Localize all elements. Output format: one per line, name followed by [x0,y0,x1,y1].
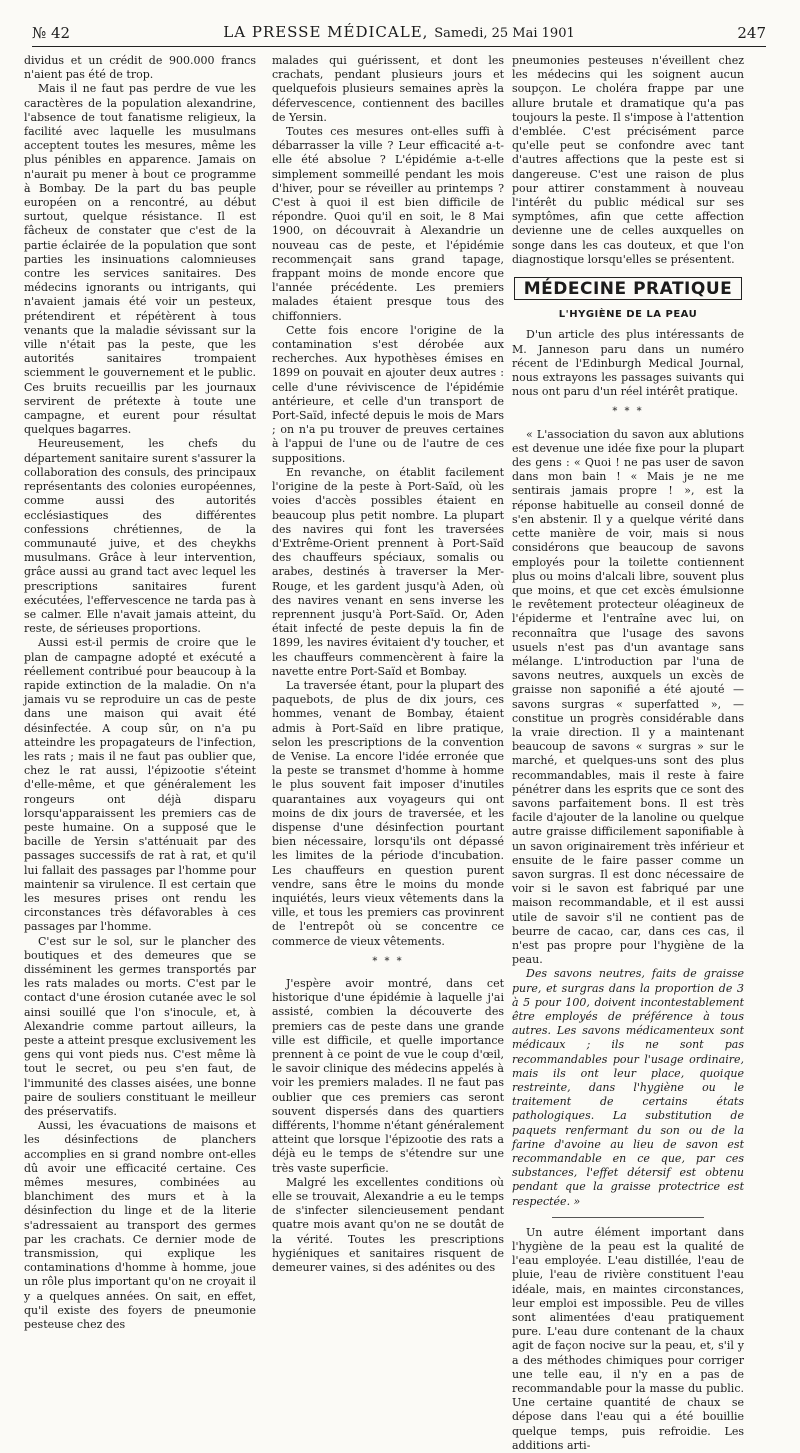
issue-date: Samedi, 25 Mai 1901 [434,26,575,41]
paragraph: Aussi est-il permis de croire que le plan de campagne adopté et exécuté a réellement contribué pour beaucoup à la rapide extinction de la maladie. On n'a jamais vu se reproduire un cas de peste dans une maison qui avait été désinfectée. A coup sûr, on n'a pu atteindre les propagateurs de l'infection, les rats ; mais il ne faut pas oublier que, chez le rat aussi, l'épizootie s'éteint d'elle-même, et que généralement les rongeurs ont déjà disparu lorsqu'apparaissent les premiers cas de peste humaine. On a supposé que le bacille de Yersin s'atténuait par des passages successifs de rat à rat, et qu'il lui fallait des passages par l'homme pour maintenir sa virulence. Il est certain que les mesures prises ont rendu les circonstances très défavorables à ces passages par l'homme. [24,636,256,934]
paragraph: malades qui guérissent, et dont les crachats, pendant plusieurs jours et quelquefois plusieurs semaines après la défervescence, contiennent des bacilles de Yersin. [272,54,504,124]
paragraph: Malgré les excellentes conditions où elle se trouvait, Alexandrie a eu le temps de s'infecter silencieusement pendant quatre mois avant qu'on ne se doutât de la vérité. Toutes les prescriptions hygiéniques et sanitaires risquent de demeurer vaines, si des adénites ou des [272,1175,504,1275]
paragraph: C'est sur le sol, sur le plancher des boutiques et des demeures que se disséminent les germes transportés par les rats malades ou morts. C'est par le contact d'une érosion cutanée avec le sol ainsi souillé que l'on s'inocule, et, à Alexandrie comme partout ailleurs, la peste a atteint presque exclusivement les gens qui vont pieds nus. C'est même là tout le secret, ou peu s'en faut, de l'immunité des classes aisées, une bonne paire de souliers constituant le meilleur des préservatifs. [24,934,256,1119]
section-separator: * * * [372,955,404,967]
journal-name: LA PRESSE MÉDICALE, [223,23,429,41]
column-1 [24,54,256,1332]
column-3 [512,54,744,1452]
paragraph: En revanche, on établit facilement l'origine de la peste à Port-Saïd, où les voies d'accès possibles étaient en beaucoup plus petit nombre. La plupart des navires qui font les traversées d'Extrême-Orient prennent à Port-Saïd des chauffeurs spéciaux, somalis ou arabes, destinés à traverser la Mer-Rouge, et les gardent jusqu'à Aden, où des navires venant en sens inverse les reprennent jusqu'à Port-Saïd. Or, Aden était infecté de peste depuis la fin de 1899, les navires évitaient d'y toucher, et les chauffeurs commencèrent à faire la navette entre Port-Saïd et Bombay. [272,465,504,678]
paragraph: D'un article des plus intéressants de M. Janneson paru dans un numéro récent de l'Edinburgh Medical Journal, nous extrayons les passages suivants qui nous ont paru d'un réel intérêt pratique. [512,328,744,399]
column-2 [272,54,504,1275]
divider [552,1217,704,1218]
paragraph: Un autre élément important dans l'hygiène de la peau est la qualité de l'eau employée. L'eau distillée, l'eau de pluie, l'eau de rivière constituent l'eau idéale, mais, en maintes circonstances, leur emploi est impossible. Peu de villes sont alimentées d'eau pratiquement pure. L'eau dure contenant de la chaux agit de façon nocive sur la peau, et, s'il y a des méthodes chimiques pour corriger une telle eau, il n'y en a pas de recommandable pour la masse du public. Une certaine quantité de chaux se dépose dans l'eau qui a été bouillie quelque temps, puis refroidie. Les additions arti- [512,1225,744,1452]
article-title: L'HYGIÈNE DE LA PEAU [558,309,698,321]
paragraph: Toutes ces mesures ont-elles suffi à débarrasser la ville ? Leur efficacité a-t-elle été absolue ? L'épidémie a-t-elle simplement sommeillé pendant les mois d'hiver, pour se réveiller au printemps ? C'est à quoi il est bien difficile de répondre. Quoi qu'il en soit, le 8 Mai 1900, on découvrait à Alexandrie un nouveau cas de peste, et l'épidémie recommençait sans grand tapage, frappant moins de monde encore que l'année précédente. Les premiers malades étaient presque tous des chiffonniers. [272,125,504,323]
journal-title [32,23,766,41]
section-heading: MÉDECINE PRATIQUE [514,277,742,300]
paragraph: « L'association du savon aux ablutions est devenue une idée fixe pour la plupart des gens : « Quoi ! ne pas user de savon dans mon bain ! « Mais je ne me sentirais jamais propre ! », est la réponse habituelle au conseil donné de s'en abstenir. Il y a quelque vérité dans cette manière de voir, mais si nous considérons que beaucoup de savons employés pour la toilette contiennent plus ou moins d'alcali libre, souvent plus que moins, et que cet excès émulsionne le revêtement protecteur oléagineux de l'épiderme et l'entraîne avec lui, on reconnaîtra que l'usage des savons usuels n'est pas d'un avantage sans mélange. L'introduction par l'una de savons neutres, auxquels un excès de graisse non saponifié a été ajouté — savons surgras « superfatted », — constitue un progrès considérable dans la vraie direction. Il y a maintenant beaucoup de savons « surgras » sur le marché, et quelques-uns sont des plus recommandables, mais il reste à faire pénétrer dans les esprits que ce sont des savons parfaitement bons. Il est très facile d'ajouter de la lanoline ou quelque autre graisse difficilement saponifiable à un savon originairement très inférieur et ensuite de le faire passer comme un savon surgras. Il est donc nécessaire de voir si le savon est fabriqué par une maison recommandable, et il est aussi utile de savoir s'il ne contient pas de beurre de cacao, car, dans ces cas, il n'est pas propre pour l'hygiène de la peau. [512,427,744,967]
page-number: 247 [737,24,766,42]
paragraph: J'espère avoir montré, dans cet historique d'une épidémie à laquelle j'ai assisté, combien la découverte des premiers cas de peste dans une grande ville est difficile, et quelle importance prennent à ce point de vue le coup d'œil, le savoir clinique des médecins appelés à voir les premiers malades. Il ne faut pas oublier que ces premiers cas seront souvent dispersés dans des quartiers différents, l'homme n'étant généralement atteint que lorsque l'épizootie des rats a déjà eu le temps de s'étendre sur une très vaste superficie. [272,977,504,1175]
paragraph: Mais il ne faut pas perdre de vue les caractères de la population alexandrine, l'absence de tout fanatisme religieux, la facilité avec laquelle les musulmans acceptent toutes les mesures, même les plus pénibles en apparence. Jamais on n'aurait pu mener à bout ce programme à Bombay. De la part du bas peuple européen on a rencontré, au début surtout, quelque résistance. Il est fâcheux de constater que c'est de la partie éclairée de la population que sont parties les insinuations calomnieuses contre les services sanitaires. Des médecins ignorants ou intrigants, qui n'avaient jamais été voir un pesteux, prétendirent et répétèrent à tous venants que la maladie sévissant sur la ville n'était pas la peste, que les autorités sanitaires trompaient sciemment le gouvernement et le public. Ces bruits recueillis par les journaux servirent de prétexte à toute une campagne, et eurent pour résultat quelques bagarres. [24,82,256,437]
paragraph: Heureusement, les chefs du département sanitaire surent s'assurer la collaboration des consuls, des principaux représentants des colonies européennes, comme aussi des autorités ecclésiastiques des différentes confessions chrétiennes, de la communauté juive, et des cheykhs musulmans. Grâce à leur intervention, grâce aussi au grand tact avec lequel les prescriptions sanitaires furent exécutées, l'effervescence ne tarda pas à se calmer. Elle n'avait jamais atteint, du reste, de sérieuses proportions. [24,437,256,636]
issue-number: № 42 [32,24,71,42]
paragraph: Cette fois encore l'origine de la contamination s'est dérobée aux recherches. Aux hypothèses émises en 1899 on pouvait en ajouter deux autres : celle d'une réviviscence de l'épidémie antérieure, et celle d'un transport de Port-Saïd, infecté depuis le mois de Mars ; on n'a pu trouver de preuves certaines à l'appui de l'une ou de l'autre de ces suppositions. [272,323,504,465]
section-separator: * * * [612,406,644,418]
paragraph: pneumonies pesteuses n'éveillent chez les médecins qui les soignent aucun soupçon. Le choléra frappe par une allure brutale et dramatique qu'a pas toujours la peste. Il s'impose à l'attention d'emblée. C'est précisément parce qu'elle peut se confondre avec tant d'autres affections que la peste est si dangereuse. C'est une raison de plus pour attirer constamment à nouveau l'intérêt du public médical sur ses symptômes, afin que cette affection devienne une de celles auxquelles on songe dans les cas douteux, et que l'on diagnostique lorsqu'elles se présentent. [512,54,744,266]
paragraph: La traversée étant, pour la plupart des paquebots, de plus de dix jours, ces hommes, venant de Bombay, étaient admis à Port-Saïd en libre pratique, selon les prescriptions de la convention de Venise. La encore l'idée erronée que la peste se transmet d'homme à homme le plus souvent fait imposer d'inutiles quarantaines aux voyageurs qui ont moins de dix jours de traversée, et les dispense d'une désinfection pourtant bien nécessaire, lorsqu'ils ont dépassé les limites de la période d'incubation. Les chauffeurs en question purent vendre, sans être le moins du monde inquiétés, leurs vieux vêtements dans la ville, et tous les premiers cas provinrent de l'entrepôt où se concentre ce commerce de vieux vêtements. [272,678,504,948]
paragraph: Aussi, les évacuations de maisons et les désinfections de planchers accomplies en si grand nombre ont-elles dû avoir une efficacité certaine. Ces mêmes mesures, combinées au blanchiment des murs et à la désinfection du linge et de la literie s'adressaient au transport des germes par les crachats. Ce dernier mode de transmission, qui explique les contaminations d'homme à homme, joue un rôle plus important qu'on ne croyait il y a quelques années. On sait, en effet, qu'il existe des foyers de pneumonie pesteuse chez des [24,1119,256,1332]
page-header [32,20,766,47]
paragraph: dividus et un crédit de 900.000 francs n'aient pas été de trop. [24,54,256,82]
paragraph: Des savons neutres, faits de graisse pure, et surgras dans la proportion de 3 à 5 pour 100, doivent incontestablement être employés de préférence à tous autres. Les savons médicamenteux sont médicaux ; ils ne sont pas recommandables pour l'usage ordinaire, mais ils ont leur place, quoique restreinte, dans l'hygiène ou le traitement de certains états pathologiques. La substitution de paquets renfermant du son ou de la farine d'avoine au lieu de savon est recommandable en ce que, par ces substances, l'effet détersif est obtenu pendant que la graisse protectrice est respectée. » [512,967,744,1208]
